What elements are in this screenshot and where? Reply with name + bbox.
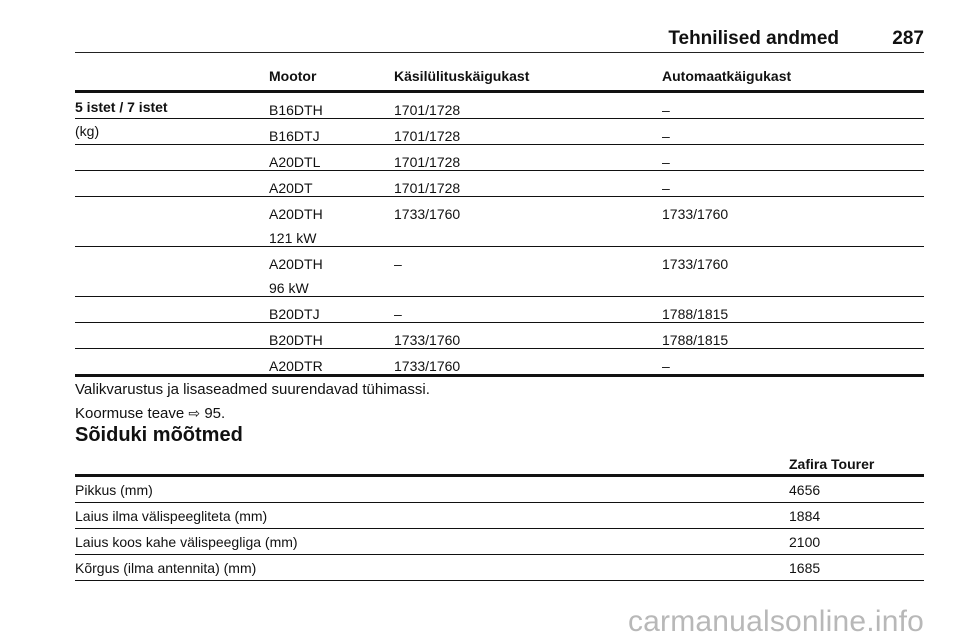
manual-cell: 1701/1728 <box>394 102 461 118</box>
engine-cell: A20DT <box>269 180 313 196</box>
table-row <box>75 503 924 529</box>
page-header <box>75 26 924 53</box>
dimension-value: 1884 <box>789 508 821 524</box>
table-row <box>75 119 924 145</box>
note-optional-equipment: Valikvarustus ja lisaseadmed suurendavad tühimassi. <box>75 381 430 398</box>
table-row <box>75 529 924 555</box>
note-load-info-page[interactable]: 95. <box>204 405 226 422</box>
automatic-cell: 1788/1815 <box>662 306 729 322</box>
column-header-engine: Mootor <box>269 68 317 84</box>
automatic-cell: 1733/1760 <box>662 256 729 272</box>
table-row <box>75 171 924 197</box>
engine-power: 121 kW <box>269 230 317 246</box>
page-title: Tehnilised andmed <box>668 28 839 49</box>
engine-cell: B20DTJ <box>269 306 320 322</box>
column-header-automatic: Automaatkäigukast <box>662 68 792 84</box>
dimensions-table-header <box>75 452 924 477</box>
engine-cell: B16DTH <box>269 102 323 118</box>
dimension-value: 2100 <box>789 534 821 550</box>
manual-cell: 1733/1760 <box>394 358 461 374</box>
row-group-label-seats: 5 istet / 7 istet <box>75 99 168 115</box>
engine-cell: A20DTL <box>269 154 321 170</box>
dimension-label: Laius ilma välispeegliteta (mm) <box>75 508 268 524</box>
page-reference-arrow-icon: ⇨ <box>188 406 201 422</box>
automatic-cell: 1733/1760 <box>662 206 729 222</box>
table-row <box>75 93 924 119</box>
table-row <box>75 197 924 247</box>
manual-cell: 1701/1728 <box>394 180 461 196</box>
engine-cell <box>269 202 323 250</box>
table-row <box>75 297 924 323</box>
automatic-cell: 1788/1815 <box>662 332 729 348</box>
dimensions-table <box>75 452 924 581</box>
row-group-label-unit: (kg) <box>75 123 100 139</box>
engine-power: 96 kW <box>269 280 309 296</box>
column-header-manual: Käsilülituskäigukast <box>394 68 530 84</box>
dimension-label: Pikkus (mm) <box>75 482 153 498</box>
table-row <box>75 247 924 297</box>
dimension-label: Laius koos kahe välispeegliga (mm) <box>75 534 298 550</box>
table-row <box>75 477 924 503</box>
note-load-info <box>75 405 225 422</box>
engine-code: A20DTH <box>269 206 323 222</box>
automatic-cell: – <box>662 154 670 170</box>
manual-cell: 1733/1760 <box>394 206 461 222</box>
manual-cell: 1733/1760 <box>394 332 461 348</box>
weights-table-header <box>75 64 924 93</box>
manual-cell: 1701/1728 <box>394 154 461 170</box>
engine-cell: A20DTR <box>269 358 323 374</box>
engine-cell: B16DTJ <box>269 128 320 144</box>
table-row <box>75 145 924 171</box>
table-row <box>75 349 924 377</box>
manual-cell: – <box>394 306 402 322</box>
table-row <box>75 555 924 581</box>
dimension-label: Kõrgus (ilma antennita) (mm) <box>75 560 257 576</box>
manual-cell: – <box>394 256 402 272</box>
dimension-value: 1685 <box>789 560 821 576</box>
engine-code: A20DTH <box>269 256 323 272</box>
automatic-cell: – <box>662 102 670 118</box>
automatic-cell: – <box>662 180 670 196</box>
note-load-info-text: Koormuse teave <box>75 405 185 422</box>
watermark: carmanualsonline.info <box>627 605 924 638</box>
weights-table <box>75 64 924 377</box>
column-header-model: Zafira Tourer <box>789 456 875 472</box>
engine-cell <box>269 252 323 300</box>
dimension-value: 4656 <box>789 482 821 498</box>
row-group-label <box>75 95 168 143</box>
automatic-cell: – <box>662 128 670 144</box>
table-row <box>75 323 924 349</box>
engine-cell: B20DTH <box>269 332 323 348</box>
page-number: 287 <box>892 28 924 49</box>
automatic-cell: – <box>662 358 670 374</box>
manual-cell: 1701/1728 <box>394 128 461 144</box>
section-title-dimensions: Sõiduki mõõtmed <box>75 424 243 446</box>
